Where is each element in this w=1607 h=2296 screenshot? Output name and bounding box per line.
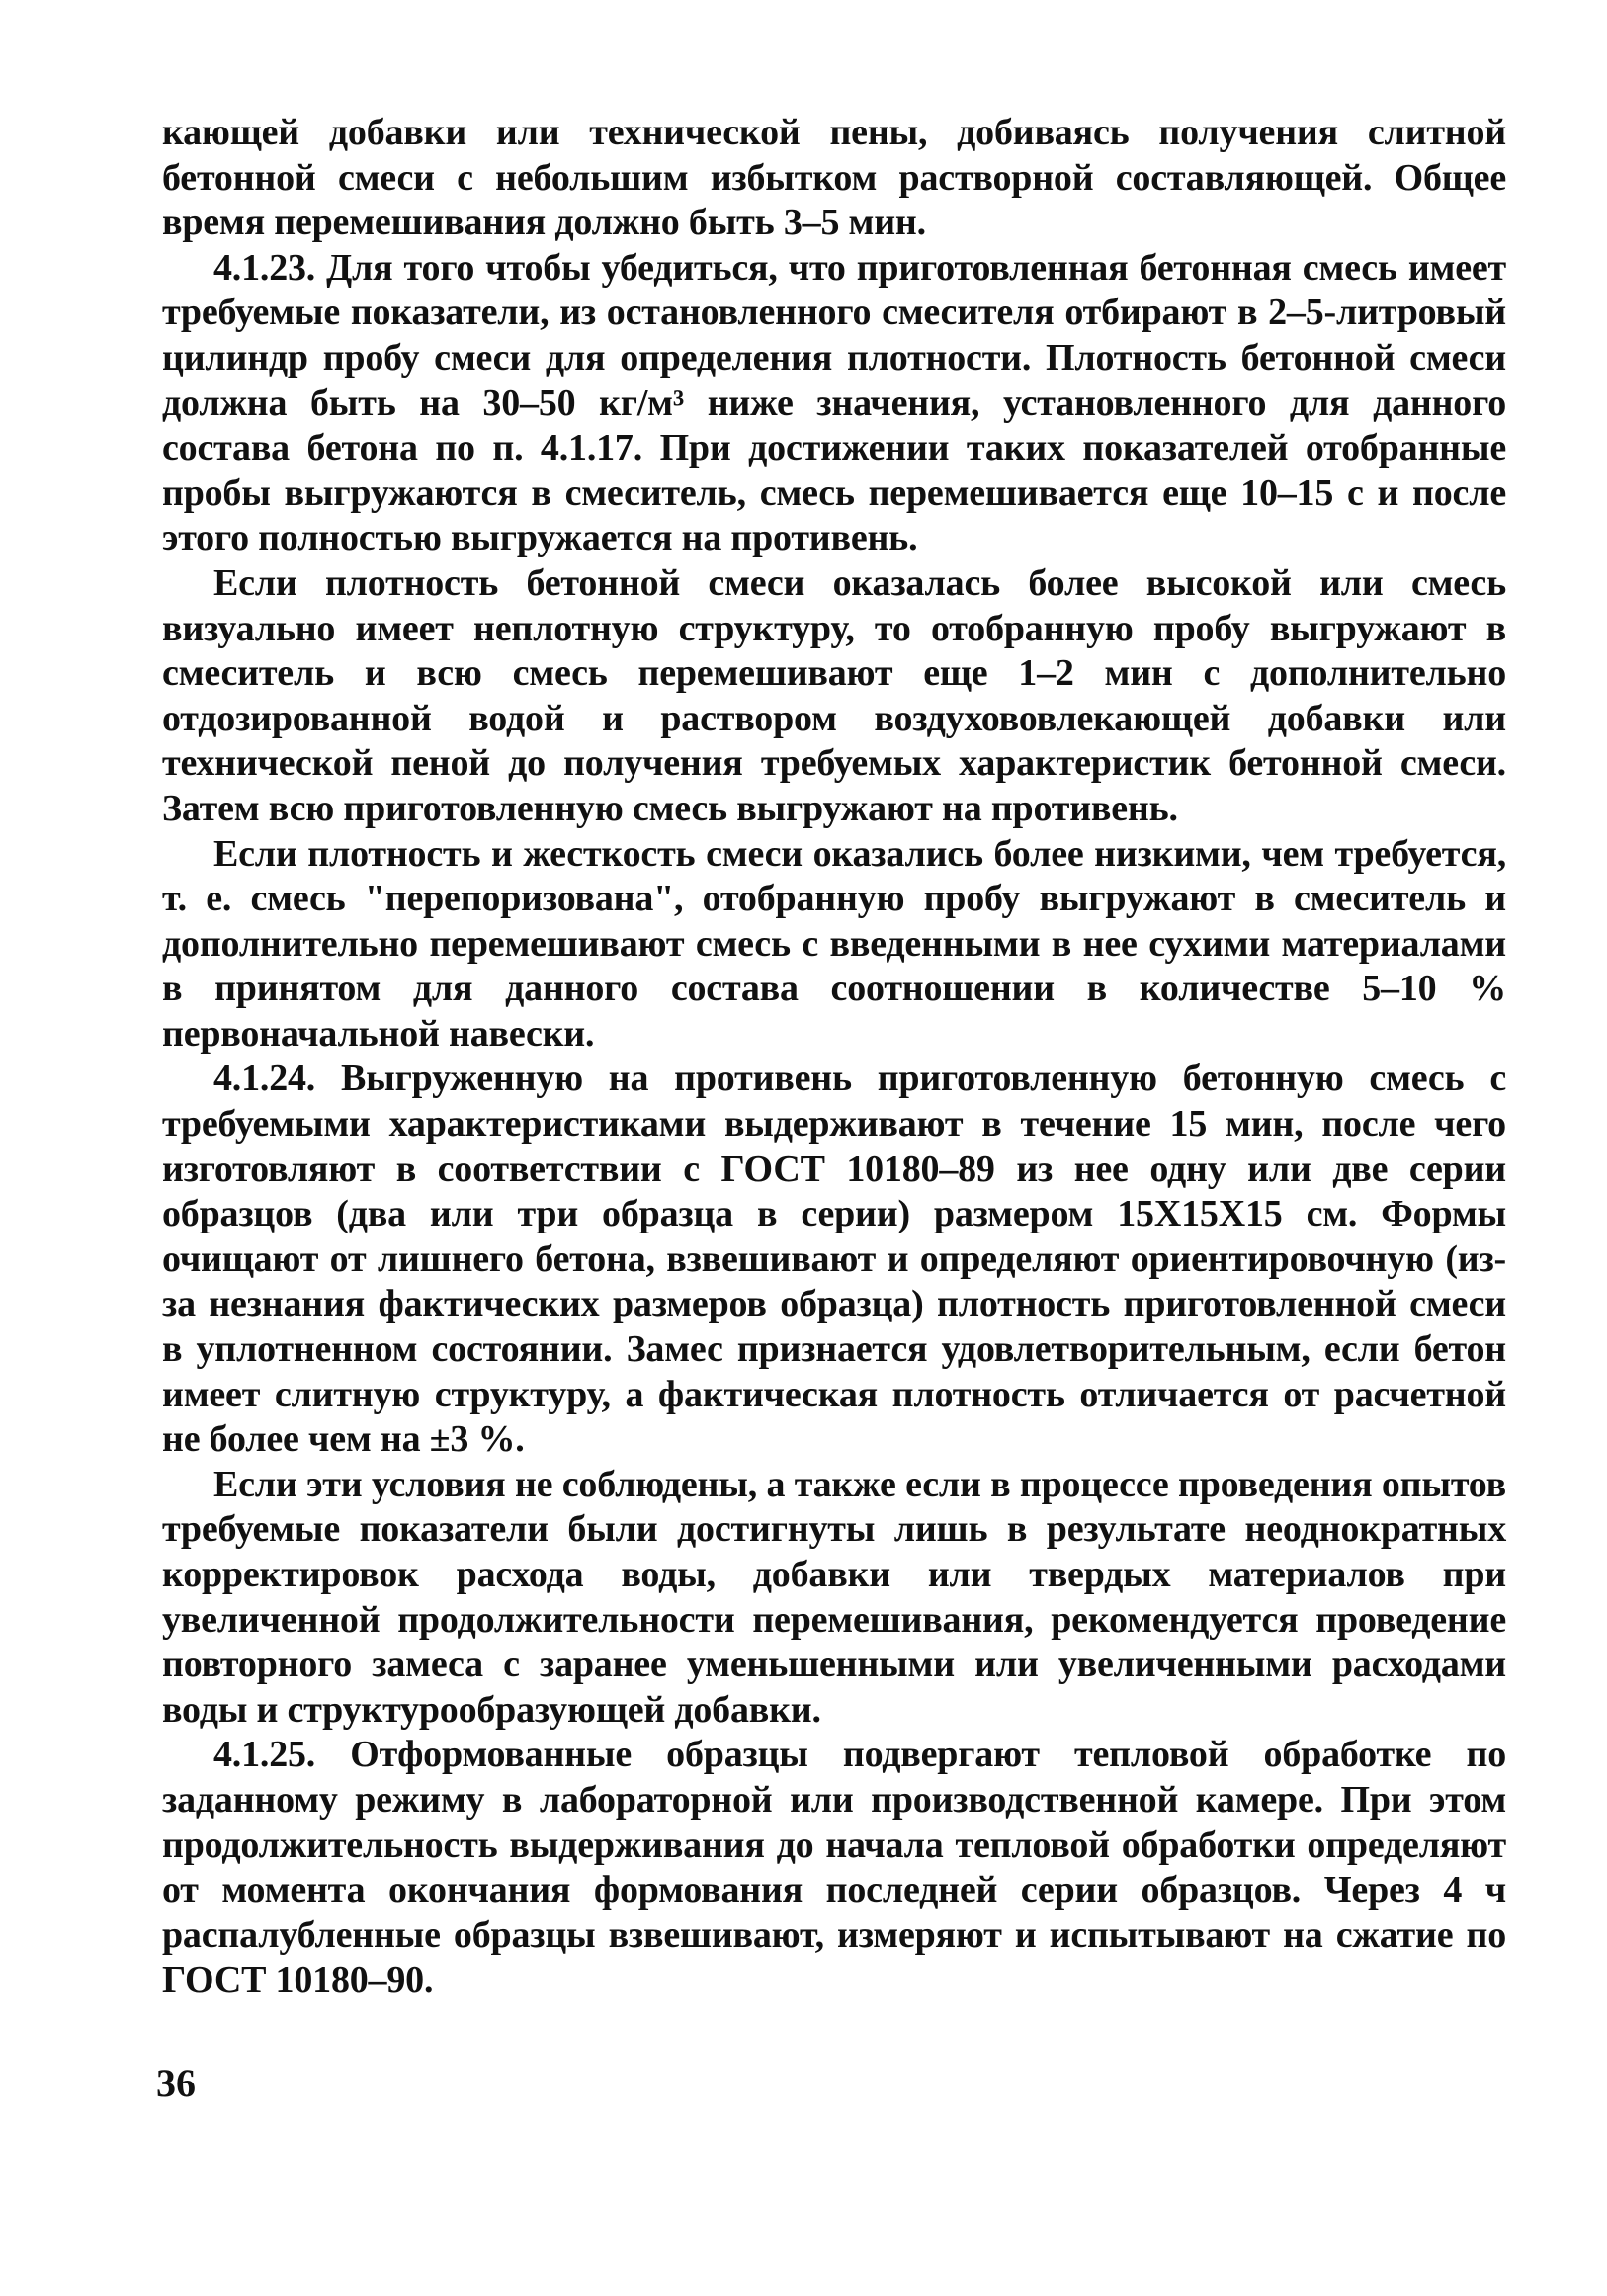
paragraph-density-low: Если плотность и жесткость смеси оказались более низкими, чем требуется, т. е. смесь "перепоризована", отобранную пробу выгружают в смеситель и дополнительно перемешивают смесь с введенными в нее сухими материалами в принятом для данного состава соотношении в количестве 5–10 % первоначальной навески. <box>162 832 1506 1055</box>
body-text <box>162 111 1506 2003</box>
paragraph-4-1-23: 4.1.23. Для того чтобы убедиться, что приготовленная бетонная смесь имеет требуемые показатели, из остановленного смесителя отбирают в 2–5-литровый цилиндр пробу смеси для определения плотности. Плотность бетонной смеси должна быть на 30–50 кг/м³ ниже значения, установленного для данного состава бетона по п. 4.1.17. При достижении таких показателей отобранные пробы выгружаются в смеситель, смесь перемешивается еще 10–15 с и после этого полностью выгружается на противень. <box>162 246 1506 559</box>
paragraph-conditions-not-met: Если эти условия не соблюдены, а также если в процессе проведения опытов требуемые показатели были достигнуты лишь в результате неоднократных корректировок расхода воды, добавки или твердых материалов при увеличенной продолжительности перемешивания, рекомендуется проведение повторного замеса с заранее уменьшенными или увеличенными расходами воды и структурообразующей добавки. <box>162 1463 1506 1731</box>
paragraph-density-high: Если плотность бетонной смеси оказалась более высокой или смесь визуально имеет неплотную структуру, то отобранную пробу выгружают в смеситель и всю смесь перемешивают еще 1–2 мин с дополнительно отдозированной водой и раствором воздухововлекающей добавки или технической пеной до получения требуемых характеристик бетонной смеси. Затем всю приготовленную смесь выгружают на противень. <box>162 561 1506 829</box>
paragraph-4-1-24: 4.1.24. Выгруженную на противень приготовленную бетонную смесь с требуемыми характеристиками выдерживают в течение 15 мин, после чего изготовляют в соответствии с ГОСТ 10180–89 из нее одну или две серии образцов (два или три образца в серии) размером 15Х15Х15 см. Формы очищают от лишнего бетона, взвешивают и определяют ориентировочную (из-за незнания фактических размеров образца) плотность приготовленной смеси в уплотненном состоянии. Замес признается удовлетворительным, если бетон имеет слитную структуру, а фактическая плотность отличается от расчетной не более чем на ±3 %. <box>162 1058 1506 1461</box>
page-number: 36 <box>156 2061 196 2105</box>
paragraph-4-1-25: 4.1.25. Отформованные образцы подвергают тепловой обработке по заданному режиму в лабораторной или производственной камере. При этом продолжительность выдерживания до начала тепловой обработки определяют от момента окончания формования последней серии образцов. Через 4 ч распалубленные образцы взвешивают, измеряют и испытывают на сжатие по ГОСТ 10180–90. <box>162 1734 1506 2001</box>
paragraph-continuation: кающей добавки или технической пены, добиваясь получения слитной бетонной смеси с небольшим избытком растворной составляющей. Общее время перемешивания должно быть 3–5 мин. <box>162 112 1506 244</box>
